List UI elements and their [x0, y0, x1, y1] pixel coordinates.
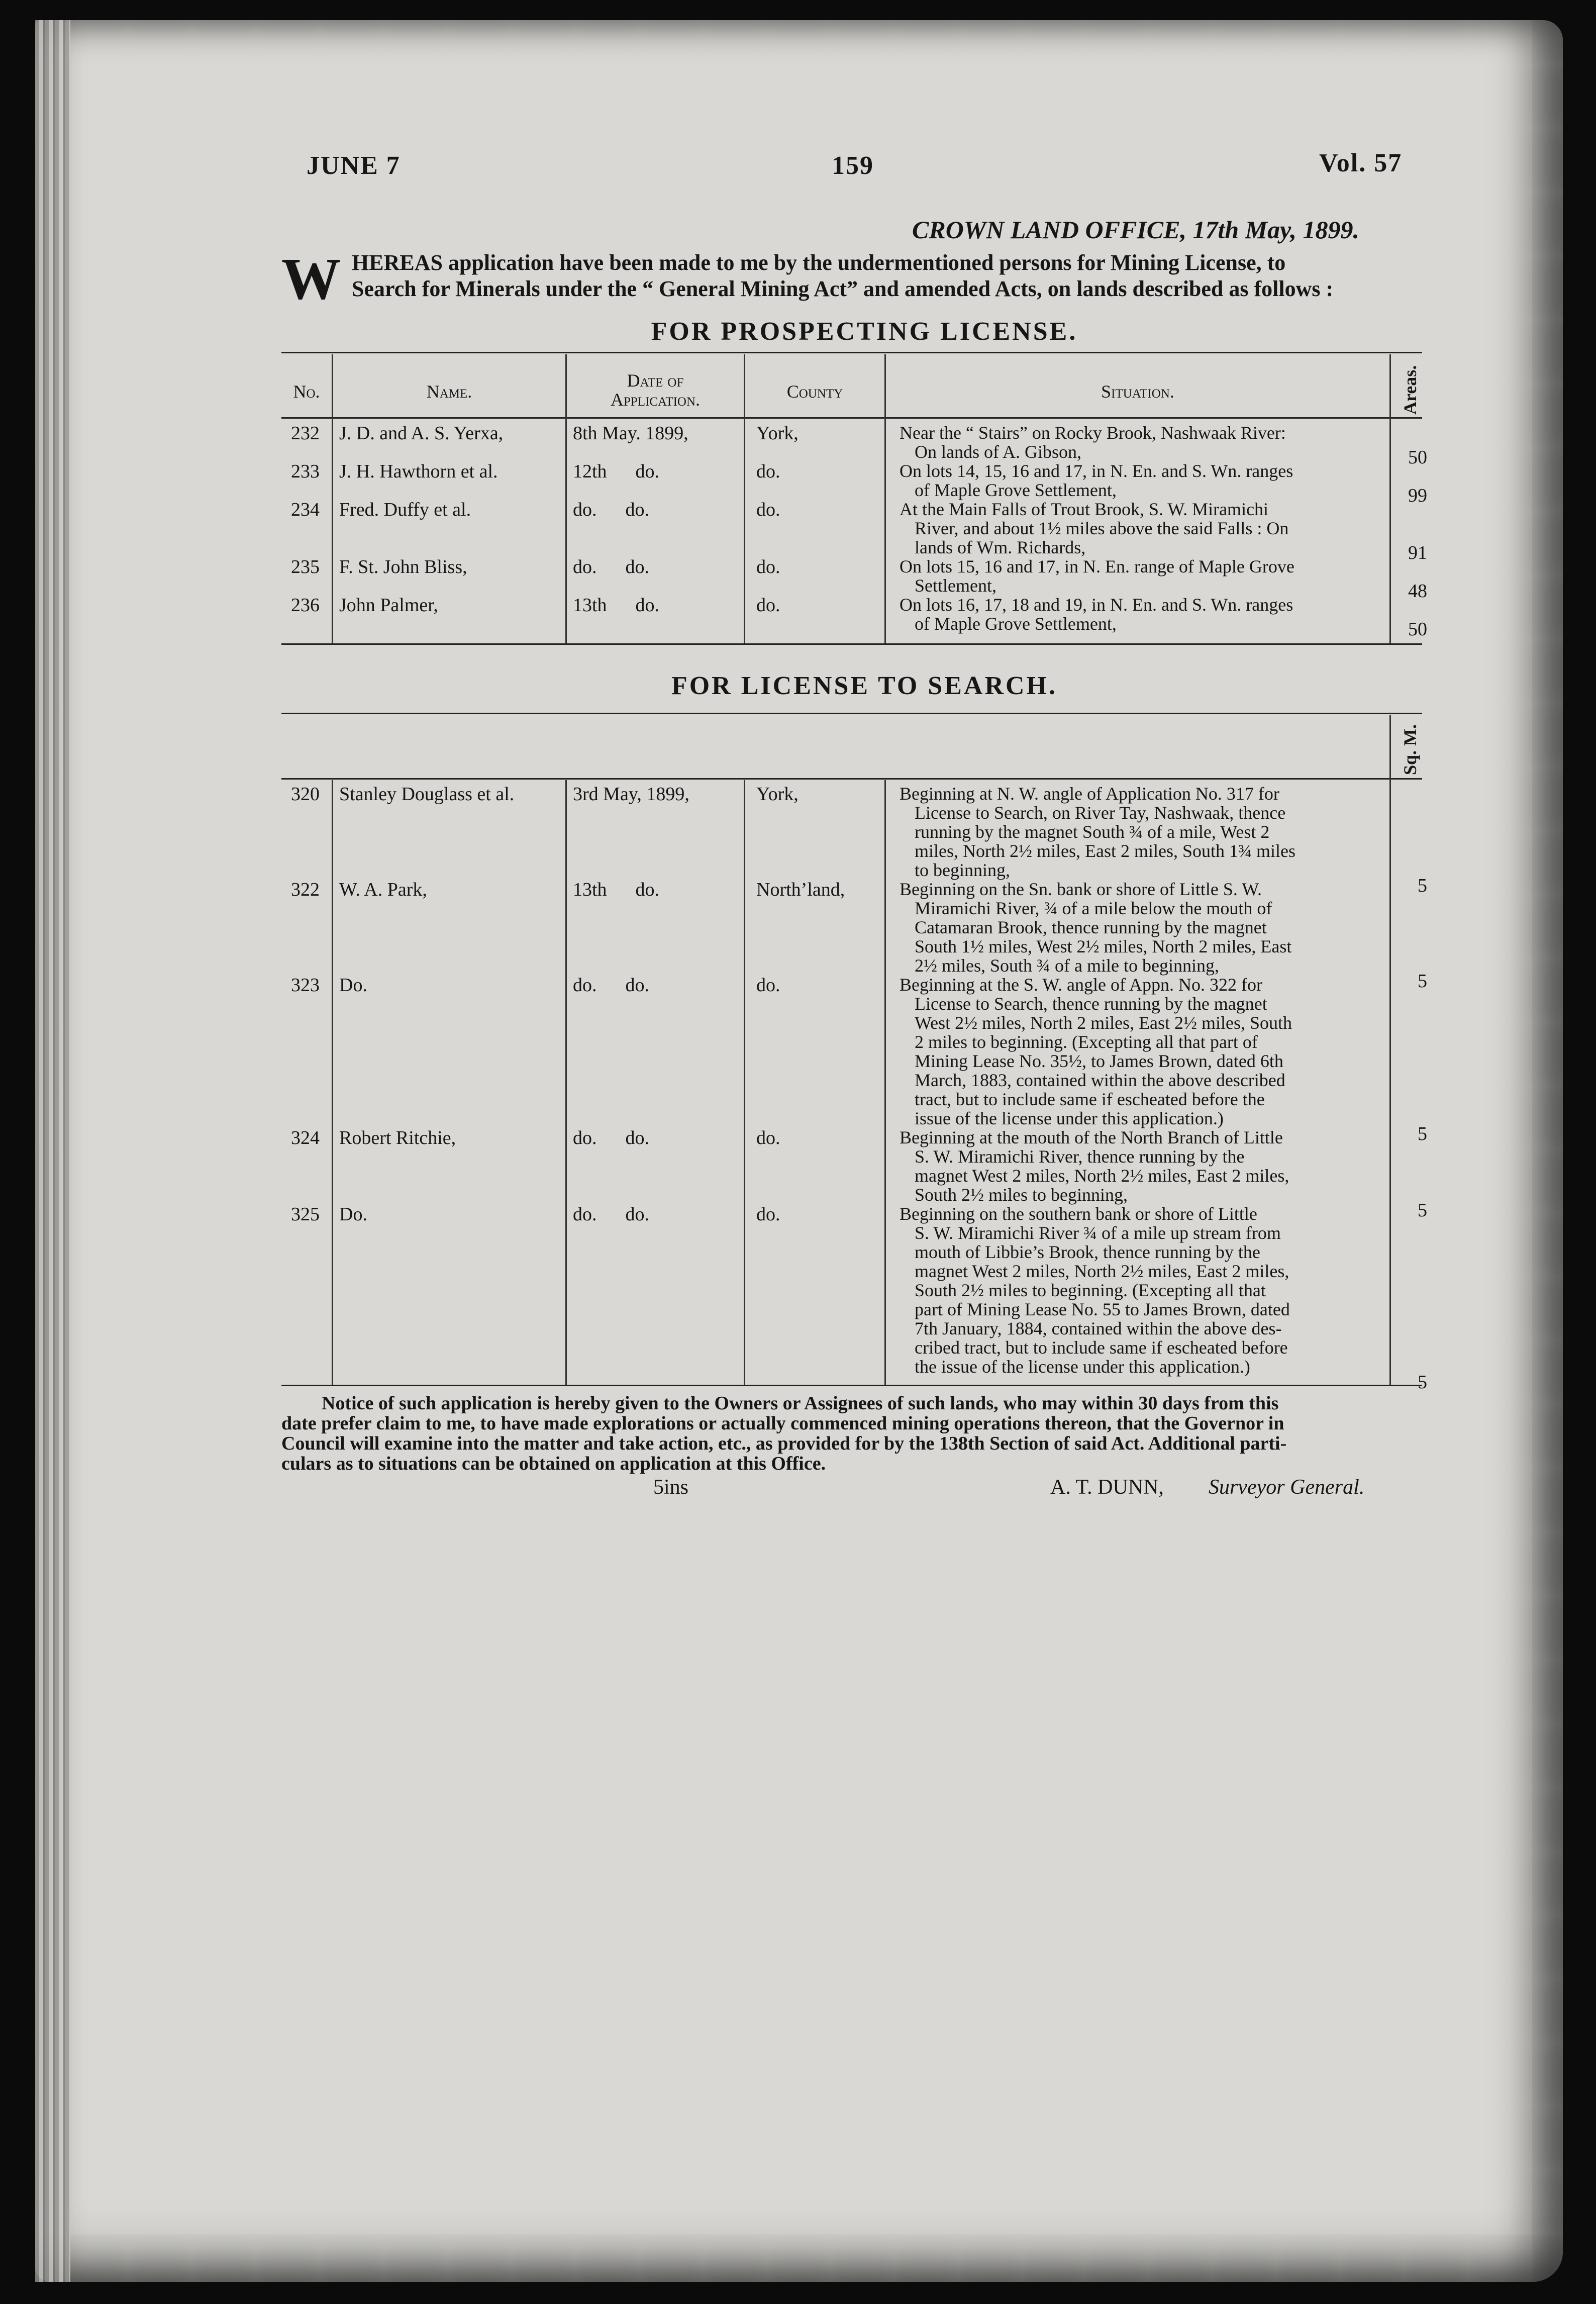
row-situation-line: running by the magnet South ¾ of a mile, West 2	[915, 822, 1270, 842]
row-situation-line: License to Search, on River Tay, Nashwaak, thence	[915, 803, 1286, 823]
row-name: F. St. John Bliss,	[339, 556, 467, 578]
table-top-rule	[281, 352, 1422, 353]
row-situation-line: 2½ miles, South ¾ of a mile to beginning,	[915, 955, 1219, 976]
row-situation-line: Miramichi River, ¾ of a mile below the mouth of	[915, 898, 1272, 918]
row-situation-line: magnet West 2 miles, North 2½ miles, East 2 miles,	[915, 1261, 1289, 1281]
page-edges	[35, 20, 70, 2282]
intro-line-1: HEREAS application have been made to me by the undermentioned persons for Mining License, to	[352, 250, 1286, 275]
row-county: North’land,	[756, 879, 845, 900]
row-number: 324	[291, 1127, 320, 1148]
row-area: 91	[1408, 542, 1427, 563]
row-date: 8th May. 1899,	[573, 423, 688, 444]
row-name: Stanley Douglass et al.	[339, 784, 515, 805]
row-area: 48	[1408, 581, 1427, 602]
search-title: FOR LICENSE TO SEARCH.	[671, 671, 1058, 700]
row-situation-line: the issue of the license under this application.)	[915, 1357, 1250, 1377]
row-area: 5	[1418, 1123, 1427, 1144]
row-situation-line: On lots 16, 17, 18 and 19, in N. En. and S. Wn. ranges	[900, 595, 1293, 615]
row-situation-line: West 2½ miles, North 2 miles, East 2½ miles, South	[915, 1013, 1292, 1033]
row-date: 13th do.	[573, 879, 660, 900]
col-divider	[332, 780, 333, 1385]
row-situation-line: S. W. Miramichi River, thence running by the	[915, 1146, 1245, 1167]
row-number: 236	[291, 595, 320, 616]
col-header-name: Name.	[426, 381, 472, 402]
col-header-date-line1: Date of	[627, 370, 684, 391]
notice-line: culars as to situations can be obtained on application at this Office.	[281, 1453, 826, 1474]
row-situation-line: Beginning at the S. W. angle of Appn. No. 322 for	[900, 975, 1262, 995]
col-header-areas: Areas.	[1400, 365, 1420, 415]
col-header-situation: Situation.	[1101, 381, 1174, 402]
row-situation-line: On lots 15, 16 and 17, in N. En. range of Maple Grove	[900, 556, 1294, 577]
row-number: 235	[291, 556, 320, 578]
row-situation-line: Mining Lease No. 35½, to James Brown, dated 6th	[915, 1051, 1283, 1071]
row-situation-line: 2 miles to beginning. (Excepting all that part of	[915, 1032, 1258, 1052]
prospecting-title: FOR PROSPECTING LICENSE.	[651, 317, 1078, 346]
col-header-sq-m: Sq. M.	[1400, 724, 1420, 775]
search-header-rule	[281, 778, 1422, 780]
row-situation-line: Near the “ Stairs” on Rocky Brook, Nashwaak River:	[900, 423, 1286, 443]
col-divider	[1389, 715, 1391, 1385]
row-situation-line: 7th January, 1884, contained within the above des-	[915, 1318, 1282, 1338]
row-date: 13th do.	[573, 595, 660, 616]
notice-block	[281, 1393, 1437, 1474]
row-county: do.	[756, 499, 780, 520]
row-situation-line: South 1½ miles, West 2½ miles, North 2 miles, East	[915, 936, 1292, 956]
row-situation-line: of Maple Grove Settlement,	[915, 614, 1117, 634]
row-number: 232	[291, 423, 320, 444]
row-date: do. do.	[573, 975, 649, 996]
row-situation-line: South 2½ miles to beginning. (Excepting all that	[915, 1280, 1266, 1300]
row-situation-line: miles, North 2½ miles, East 2 miles, South 1¾ miles	[915, 841, 1295, 861]
intro-initial: W	[281, 246, 341, 312]
row-situation-line: March, 1883, contained within the above described	[915, 1070, 1285, 1090]
row-date: do. do.	[573, 1127, 649, 1148]
row-situation-line: River, and about 1½ miles above the said Falls : On	[915, 518, 1289, 538]
row-area: 5	[1418, 971, 1427, 992]
row-number: 322	[291, 879, 320, 900]
intro-line-2: Search for Minerals under the “ General Mining Act” and amended Acts, on lands described as follows :	[352, 276, 1334, 301]
row-situation-line: issue of the license under this application.)	[915, 1108, 1224, 1128]
row-situation-line: Beginning at the mouth of the North Branch of Little	[900, 1127, 1283, 1147]
row-situation-line: S. W. Miramichi River ¾ of a mile up stream from	[915, 1223, 1281, 1243]
col-header-date-line2: Application.	[610, 390, 701, 410]
row-county: do.	[756, 1204, 780, 1225]
col-divider	[884, 780, 886, 1385]
row-situation-line: tract, but to include same if escheated before the	[915, 1089, 1265, 1109]
row-number: 234	[291, 499, 320, 520]
row-name: J. H. Hawthorn et al.	[339, 461, 498, 482]
col-divider	[565, 780, 567, 1385]
row-situation-line: Beginning on the southern bank or shore of Little	[900, 1204, 1257, 1224]
row-date: do. do.	[573, 1204, 649, 1225]
row-situation-line: South 2½ miles to beginning,	[915, 1185, 1128, 1205]
table-header-rule	[281, 417, 1422, 419]
row-number: 320	[291, 784, 320, 805]
row-situation-line: of Maple Grove Settlement,	[915, 480, 1117, 500]
search-top-rule	[281, 713, 1422, 714]
signature-name: A. T. DUNN,	[1050, 1476, 1164, 1499]
row-date: 3rd May, 1899,	[573, 784, 689, 805]
row-situation-line: mouth of Libbie’s Brook, thence running by the	[915, 1242, 1260, 1262]
row-county: do.	[756, 975, 780, 996]
row-situation-line: Beginning at N. W. angle of Application No. 317 for	[900, 784, 1279, 804]
signature-title: Surveyor General.	[1209, 1476, 1365, 1499]
row-area: 50	[1408, 619, 1427, 640]
row-area: 99	[1408, 485, 1427, 506]
table-bottom-rule	[281, 643, 1422, 645]
col-header-date	[567, 371, 744, 409]
row-situation-line: cribed tract, but to include same if escheated before	[915, 1337, 1288, 1358]
row-county: York,	[756, 784, 799, 805]
search-bottom-rule	[281, 1385, 1422, 1386]
row-date: do. do.	[573, 499, 649, 520]
volume-number: Vol. 57	[1319, 149, 1403, 177]
row-name: Do.	[339, 1204, 367, 1225]
notice-line: Council will examine into the matter and take action, etc., as provided for by the 138th Section of said Act. Additional parti-	[281, 1433, 1287, 1454]
row-name: Robert Ritchie,	[339, 1127, 456, 1148]
row-situation-line: to beginning,	[915, 860, 1010, 880]
row-name: Fred. Duffy et al.	[339, 499, 471, 520]
row-number: 233	[291, 461, 320, 482]
row-name: W. A. Park,	[339, 879, 427, 900]
row-situation-line: Catamaran Brook, thence running by the magnet	[915, 917, 1267, 937]
col-header-county: County	[786, 381, 843, 402]
row-situation-line: On lands of A. Gibson,	[915, 442, 1081, 462]
row-name: Do.	[339, 975, 367, 996]
row-county: York,	[756, 423, 799, 444]
row-situation-line: lands of Wm. Richards,	[915, 537, 1086, 557]
col-divider	[1389, 354, 1391, 643]
row-county: do.	[756, 595, 780, 616]
row-number: 323	[291, 975, 320, 996]
row-area: 5	[1418, 875, 1427, 896]
row-situation-line: Beginning on the Sn. bank or shore of Little S. W.	[900, 879, 1262, 899]
row-county: do.	[756, 556, 780, 578]
notice-line: Notice of such application is hereby given to the Owners or Assignees of such lands, who may within 30 days from this	[322, 1393, 1279, 1414]
col-header-no: No.	[293, 381, 320, 402]
row-date: 12th do.	[573, 461, 660, 482]
row-situation-line: Settlement,	[915, 575, 996, 596]
office-line: CROWN LAND OFFICE, 17th May, 1899.	[912, 216, 1359, 244]
row-name: J. D. and A. S. Yerxa,	[339, 423, 504, 444]
page-number: 159	[832, 151, 874, 180]
footer-code: 5ins	[653, 1476, 689, 1499]
row-situation-line: magnet West 2 miles, North 2½ miles, East 2 miles,	[915, 1166, 1289, 1186]
row-situation-line: part of Mining Lease No. 55 to James Brown, dated	[915, 1299, 1290, 1319]
row-area: 5	[1418, 1372, 1427, 1393]
row-name: John Palmer,	[339, 595, 438, 616]
row-county: do.	[756, 1127, 780, 1148]
row-area: 5	[1418, 1200, 1427, 1221]
row-situation-line: At the Main Falls of Trout Brook, S. W. Miramichi	[900, 499, 1269, 519]
row-area: 50	[1408, 447, 1427, 468]
col-divider	[744, 780, 745, 1385]
row-date: do. do.	[573, 556, 649, 578]
row-number: 325	[291, 1204, 320, 1225]
row-county: do.	[756, 461, 780, 482]
row-situation-line: License to Search, thence running by the magnet	[915, 994, 1267, 1014]
notice-line: date prefer claim to me, to have made explorations or actually commenced mining operations thereon, that the Governor in	[281, 1413, 1284, 1434]
header-date: JUNE 7	[307, 151, 401, 180]
row-situation-line: On lots 14, 15, 16 and 17, in N. En. and S. Wn. ranges	[900, 461, 1293, 481]
